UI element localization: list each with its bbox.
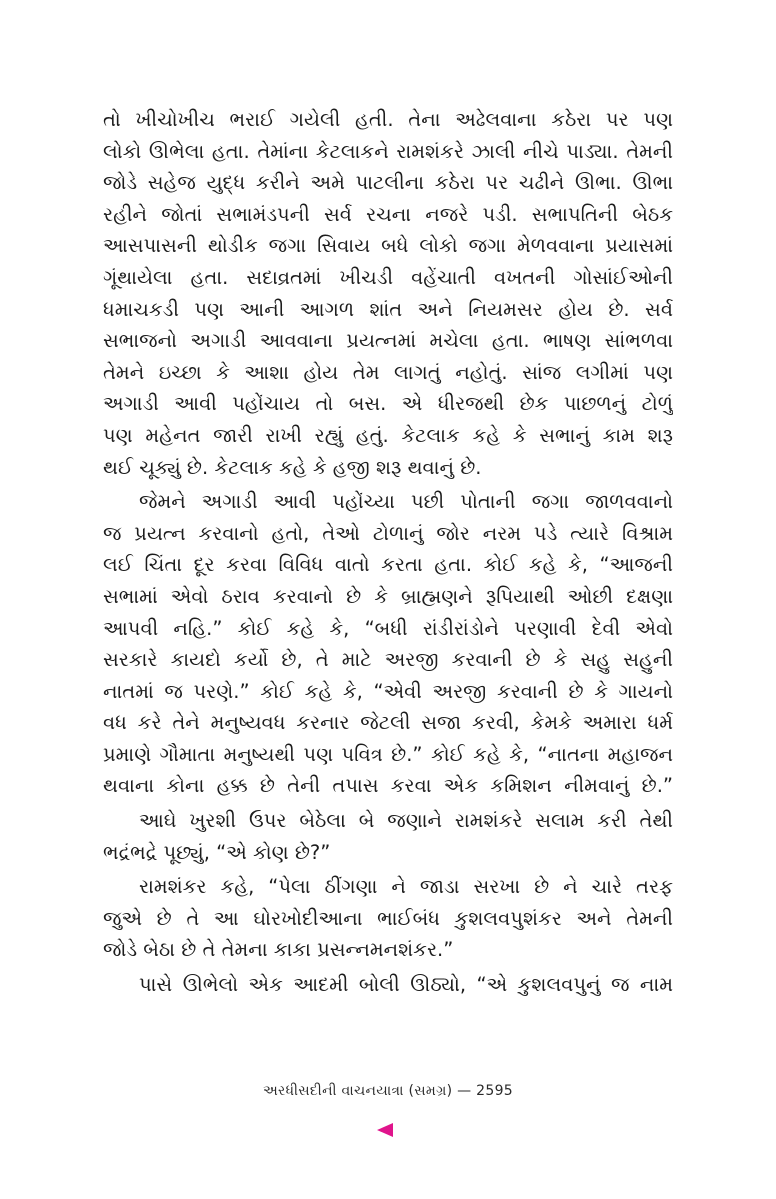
text-line: અગાડી આવી પહોંચાય તો બસ. એ ધીરજથી છેક પાછળનું ટોળું (103, 392, 673, 416)
text-line: લઈ ચિંતા દૂર કરવા વિવિધ વાતો કરતા હતા. કોઈ કહે કે, “આજની (103, 553, 673, 577)
text-line: પણ મહેનત જારી રાખી રહ્યું હતું. કેટલાક કહે કે સભાનું કામ શરૂ (103, 423, 673, 447)
paragraph-2 (103, 486, 673, 802)
text-line: જોડે સહેજ યુદ્ધ કરીને અમે પાટલીના કઠેરા પર ચઢીને ઊભા. ઊભા (103, 171, 673, 195)
text-line: પ્રમાણે ગૌમાતા મનુષ્યથી પણ પવિત્ર છે.” કોઈ કહે કે, “નાતના મહાજન (103, 742, 673, 766)
text-line: આપવી નહિ.” કોઈ કહે કે, “બધી રાંડીરાંડોને પરણાવી દેવી એવો (103, 616, 673, 640)
text-line: આઘે ખુરશી ઉપર બેઠેલા બે જણાને રામશંકરે સલામ કરી તેથી (139, 809, 673, 833)
text-line: જોડે બેઠા છે તે તેમના કાકા પ્રસન્નમનશંકર.” (103, 938, 454, 962)
text-line: જુએ છે તે આ ઘોરખોદીઆના ભાઈબંધ કુશલવપુશંકર અને તેમની (103, 906, 673, 930)
text-line: થઈ ચૂક્યું છે. કેટલાક કહે કે હજી શરૂ થવાનું છે. (103, 455, 482, 479)
paragraph-3 (103, 805, 673, 868)
text-line: ભદ્રંભદ્રે પૂછ્યું, “એ કોણ છે?” (103, 840, 331, 864)
text-line: આસપાસની થોડીક જગા સિવાય બધે લોકો જગા મેળવવાના પ્રયાસમાં (103, 234, 673, 258)
paragraph-5 (103, 969, 673, 1001)
text-line: જેમને અગાડી આવી પહોંચ્યા પછી પોતાની જગા જાળવવાનો (139, 490, 673, 514)
text-line: રહીને જોતાં સભામંડપની સર્વ રચના નજરે પડી. સભાપતિની બેઠક (103, 202, 673, 226)
text-line: સરકારે કાયદો કર્યો છે, તે માટે અરજી કરવાની છે કે સહુ સહુની (103, 648, 673, 672)
page-body (103, 104, 673, 1001)
text-line: સભામાં એવો ઠરાવ કરવાનો છે કે બ્રાહ્મણને રૂપિયાથી ઓછી દક્ષણા (103, 584, 673, 608)
paragraph-1 (103, 104, 673, 483)
text-line: લોકો ઊભેલા હતા. તેમાંના કેટલાકને રામશંકરે ઝાલી નીચે પાડ્યા. તેમની (103, 139, 673, 163)
previous-page-arrow-icon[interactable] (377, 1123, 393, 1137)
text-line: તેમને ઇચ્છા કે આશા હોય તેમ લાગતું નહોતું. સાંજ લગીમાં પણ (103, 360, 673, 384)
text-line: નાતમાં જ પરણે.” કોઈ કહે કે, “એવી અરજી કરવાની છે કે ગાયનો (103, 679, 673, 703)
text-line: ધમાચકડી પણ આની આગળ શાંત અને નિયમસર હોય છે. સર્વ (103, 297, 673, 321)
text-line: વધ કરે તેને મનુષ્યવધ કરનાર જેટલી સજા કરવી, કેમકે અમારા ધર્મ (103, 711, 673, 735)
paragraph-4 (103, 871, 673, 966)
text-line: રામશંકર કહે, “પેલા ઠીંગણા ને જાડા સરખા છે ને ચારે તરફ (139, 875, 673, 899)
text-line: સભાજનો અગાડી આવવાના પ્રયત્નમાં મચેલા હતા. ભાષણ સાંભળવા (103, 329, 673, 353)
text-line: તો ખીચોખીચ ભરાઈ ગયેલી હતી. તેના અઢેલવાના કઠેરા પર પણ (103, 108, 673, 131)
text-line: પાસે ઊભેલો એક આદમી બોલી ઊઠ્યો, “એ કુશલવપુનું જ નામ (139, 973, 673, 997)
text-line: ગૂંથાયેલા હતા. સદાવ્રતમાં ખીચડી વહેંચાતી વખતની ગોસાંઈઓની (103, 265, 673, 289)
text-line: થવાના કોના હક્ક છે તેની તપાસ કરવા એક કમિશન નીમવાનું છે.” (103, 774, 673, 798)
page-footer: અરધીસદીની વાચનયાત્રા (સમગ્ર) — 2595 (262, 1083, 514, 1099)
text-line: જ પ્રયત્ન કરવાનો હતો, તેઓ ટોળાનું જોર નરમ પડે ત્યારે વિશ્રામ (103, 521, 673, 545)
